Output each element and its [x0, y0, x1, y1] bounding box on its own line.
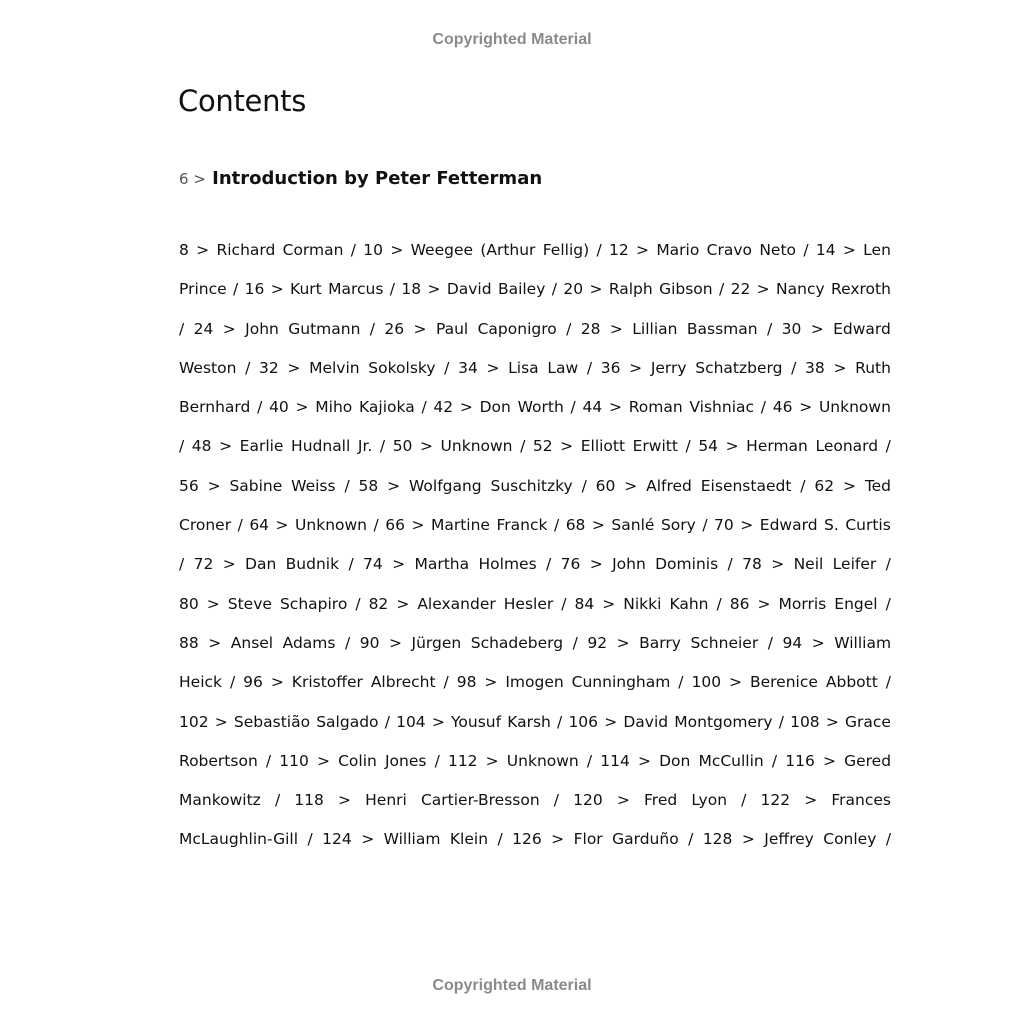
- copyright-watermark-bottom: Copyrighted Material: [432, 977, 592, 994]
- contents-line: 56 > Sabine Weiss / 58 > Wolfgang Suschitzky / 60 > Alfred Eisenstaedt / 62 > Ted: [179, 476, 892, 495]
- contents-line: Heick / 96 > Kristoffer Albrecht / 98 > Imogen Cunningham / 100 > Berenice Abbott /: [179, 673, 891, 692]
- intro-page-number: 6 >: [179, 170, 206, 188]
- contents-line: / 48 > Earlie Hudnall Jr. / 50 > Unknown / 52 > Elliott Erwitt / 54 > Herman Leonard /: [179, 437, 891, 456]
- contents-line: / 72 > Dan Budnik / 74 > Martha Holmes / 76 > John Dominis / 78 > Neil Leifer /: [179, 555, 891, 574]
- contents-list: [179, 231, 891, 860]
- copyright-watermark-top: Copyrighted Material: [432, 31, 592, 48]
- contents-line: McLaughlin-Gill / 124 > William Klein / 126 > Flor Garduño / 128 > Jeffrey Conley /: [179, 830, 892, 849]
- contents-line: 102 > Sebastião Salgado / 104 > Yousuf Karsh / 106 > David Montgomery / 108 > Grace: [179, 712, 891, 731]
- contents-line: Robertson / 110 > Colin Jones / 112 > Unknown / 114 > Don McCullin / 116 > Gered: [179, 751, 892, 770]
- contents-line: 80 > Steve Schapiro / 82 > Alexander Hesler / 84 > Nikki Kahn / 86 > Morris Engel /: [179, 594, 891, 613]
- contents-line: Prince / 16 > Kurt Marcus / 18 > David Bailey / 20 > Ralph Gibson / 22 > Nancy Rexroth: [179, 280, 891, 299]
- page-title: Contents: [178, 84, 307, 118]
- intro-entry: [179, 168, 542, 189]
- contents-line: Croner / 64 > Unknown / 66 > Martine Franck / 68 > Sanlé Sory / 70 > Edward S. Curtis: [179, 516, 891, 535]
- contents-line: 88 > Ansel Adams / 90 > Jürgen Schadeberg / 92 > Barry Schneier / 94 > William: [179, 633, 892, 652]
- contents-line: Mankowitz / 118 > Henri Cartier-Bresson / 120 > Fred Lyon / 122 > Frances: [179, 791, 891, 810]
- contents-line: 8 > Richard Corman / 10 > Weegee (Arthur Fellig) / 12 > Mario Cravo Neto / 14 > Len: [179, 241, 891, 259]
- contents-line: / 24 > John Gutmann / 26 > Paul Caponigro / 28 > Lillian Bassman / 30 > Edward: [179, 319, 891, 338]
- contents-line: Bernhard / 40 > Miho Kajioka / 42 > Don Worth / 44 > Roman Vishniac / 46 > Unknown: [179, 398, 891, 417]
- intro-title: Introduction by Peter Fetterman: [212, 168, 543, 189]
- contents-line: Weston / 32 > Melvin Sokolsky / 34 > Lisa Law / 36 > Jerry Schatzberg / 38 > Ruth: [179, 358, 891, 377]
